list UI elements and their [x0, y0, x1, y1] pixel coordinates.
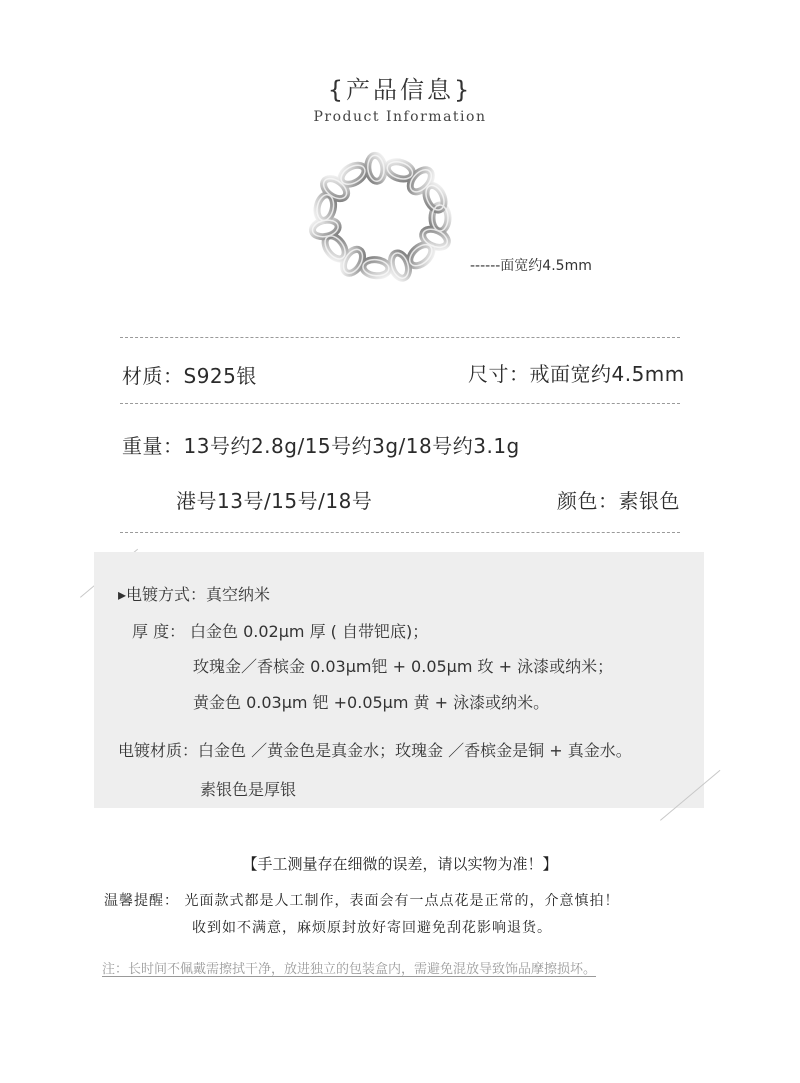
handmade-notice: 【手工测量存在细微的误差，请以实物为准！】 — [242, 855, 558, 873]
spec-color: 颜色：素银色 — [557, 489, 680, 513]
width-annotation: ------面宽约4.5mm — [470, 258, 592, 274]
spec-size: 尺寸：戒面宽约4.5mm — [468, 362, 685, 386]
reminder-line-2: 收到如不满意，麻烦原封放好寄回避免刮花影响退货。 — [192, 920, 552, 936]
thickness-white-gold: 白金色 0.02μm 厚 ( 自带钯底)； — [190, 622, 429, 641]
page-title: {产品信息} — [327, 76, 473, 104]
care-footnote: 注：长时间不佩戴需擦拭干净，放进独立的包装盒内，需避免混放导致饰品摩擦损坏。 — [102, 962, 597, 977]
ring-image — [300, 140, 480, 290]
divider — [120, 403, 680, 404]
plating-method: ▸电镀方式：真空纳米 — [118, 585, 271, 604]
page-subtitle: Product Information — [313, 109, 487, 125]
spec-material: 材质：S925银 — [122, 364, 257, 388]
divider — [120, 532, 680, 533]
thickness-label: 厚 度： — [132, 622, 186, 641]
thickness-rose-champagne: 玫瑰金／香槟金 0.03μm钯 + 0.05μm 玫 + 泳漆或纳米； — [193, 657, 614, 676]
thickness-yellow-gold: 黄金色 0.03μm 钯 +0.05μm 黄 + 泳漆或纳米。 — [193, 693, 550, 712]
spec-weight: 重量：13号约2.8g/15号约3g/18号约3.1g — [122, 434, 520, 458]
spec-hk-size: 港号13号/15号/18号 — [176, 489, 373, 513]
plating-material-silver: 素银色是厚银 — [200, 780, 297, 799]
divider — [120, 337, 680, 338]
reminder-line-1: 温馨提醒： 光面款式都是人工制作，表面会有一点点花是正常的，介意慎拍！ — [104, 893, 620, 909]
plating-material: 电镀材质：白金色 ／黄金色是真金水；玫瑰金 ／香槟金是铜 + 真金水。 — [118, 741, 632, 760]
